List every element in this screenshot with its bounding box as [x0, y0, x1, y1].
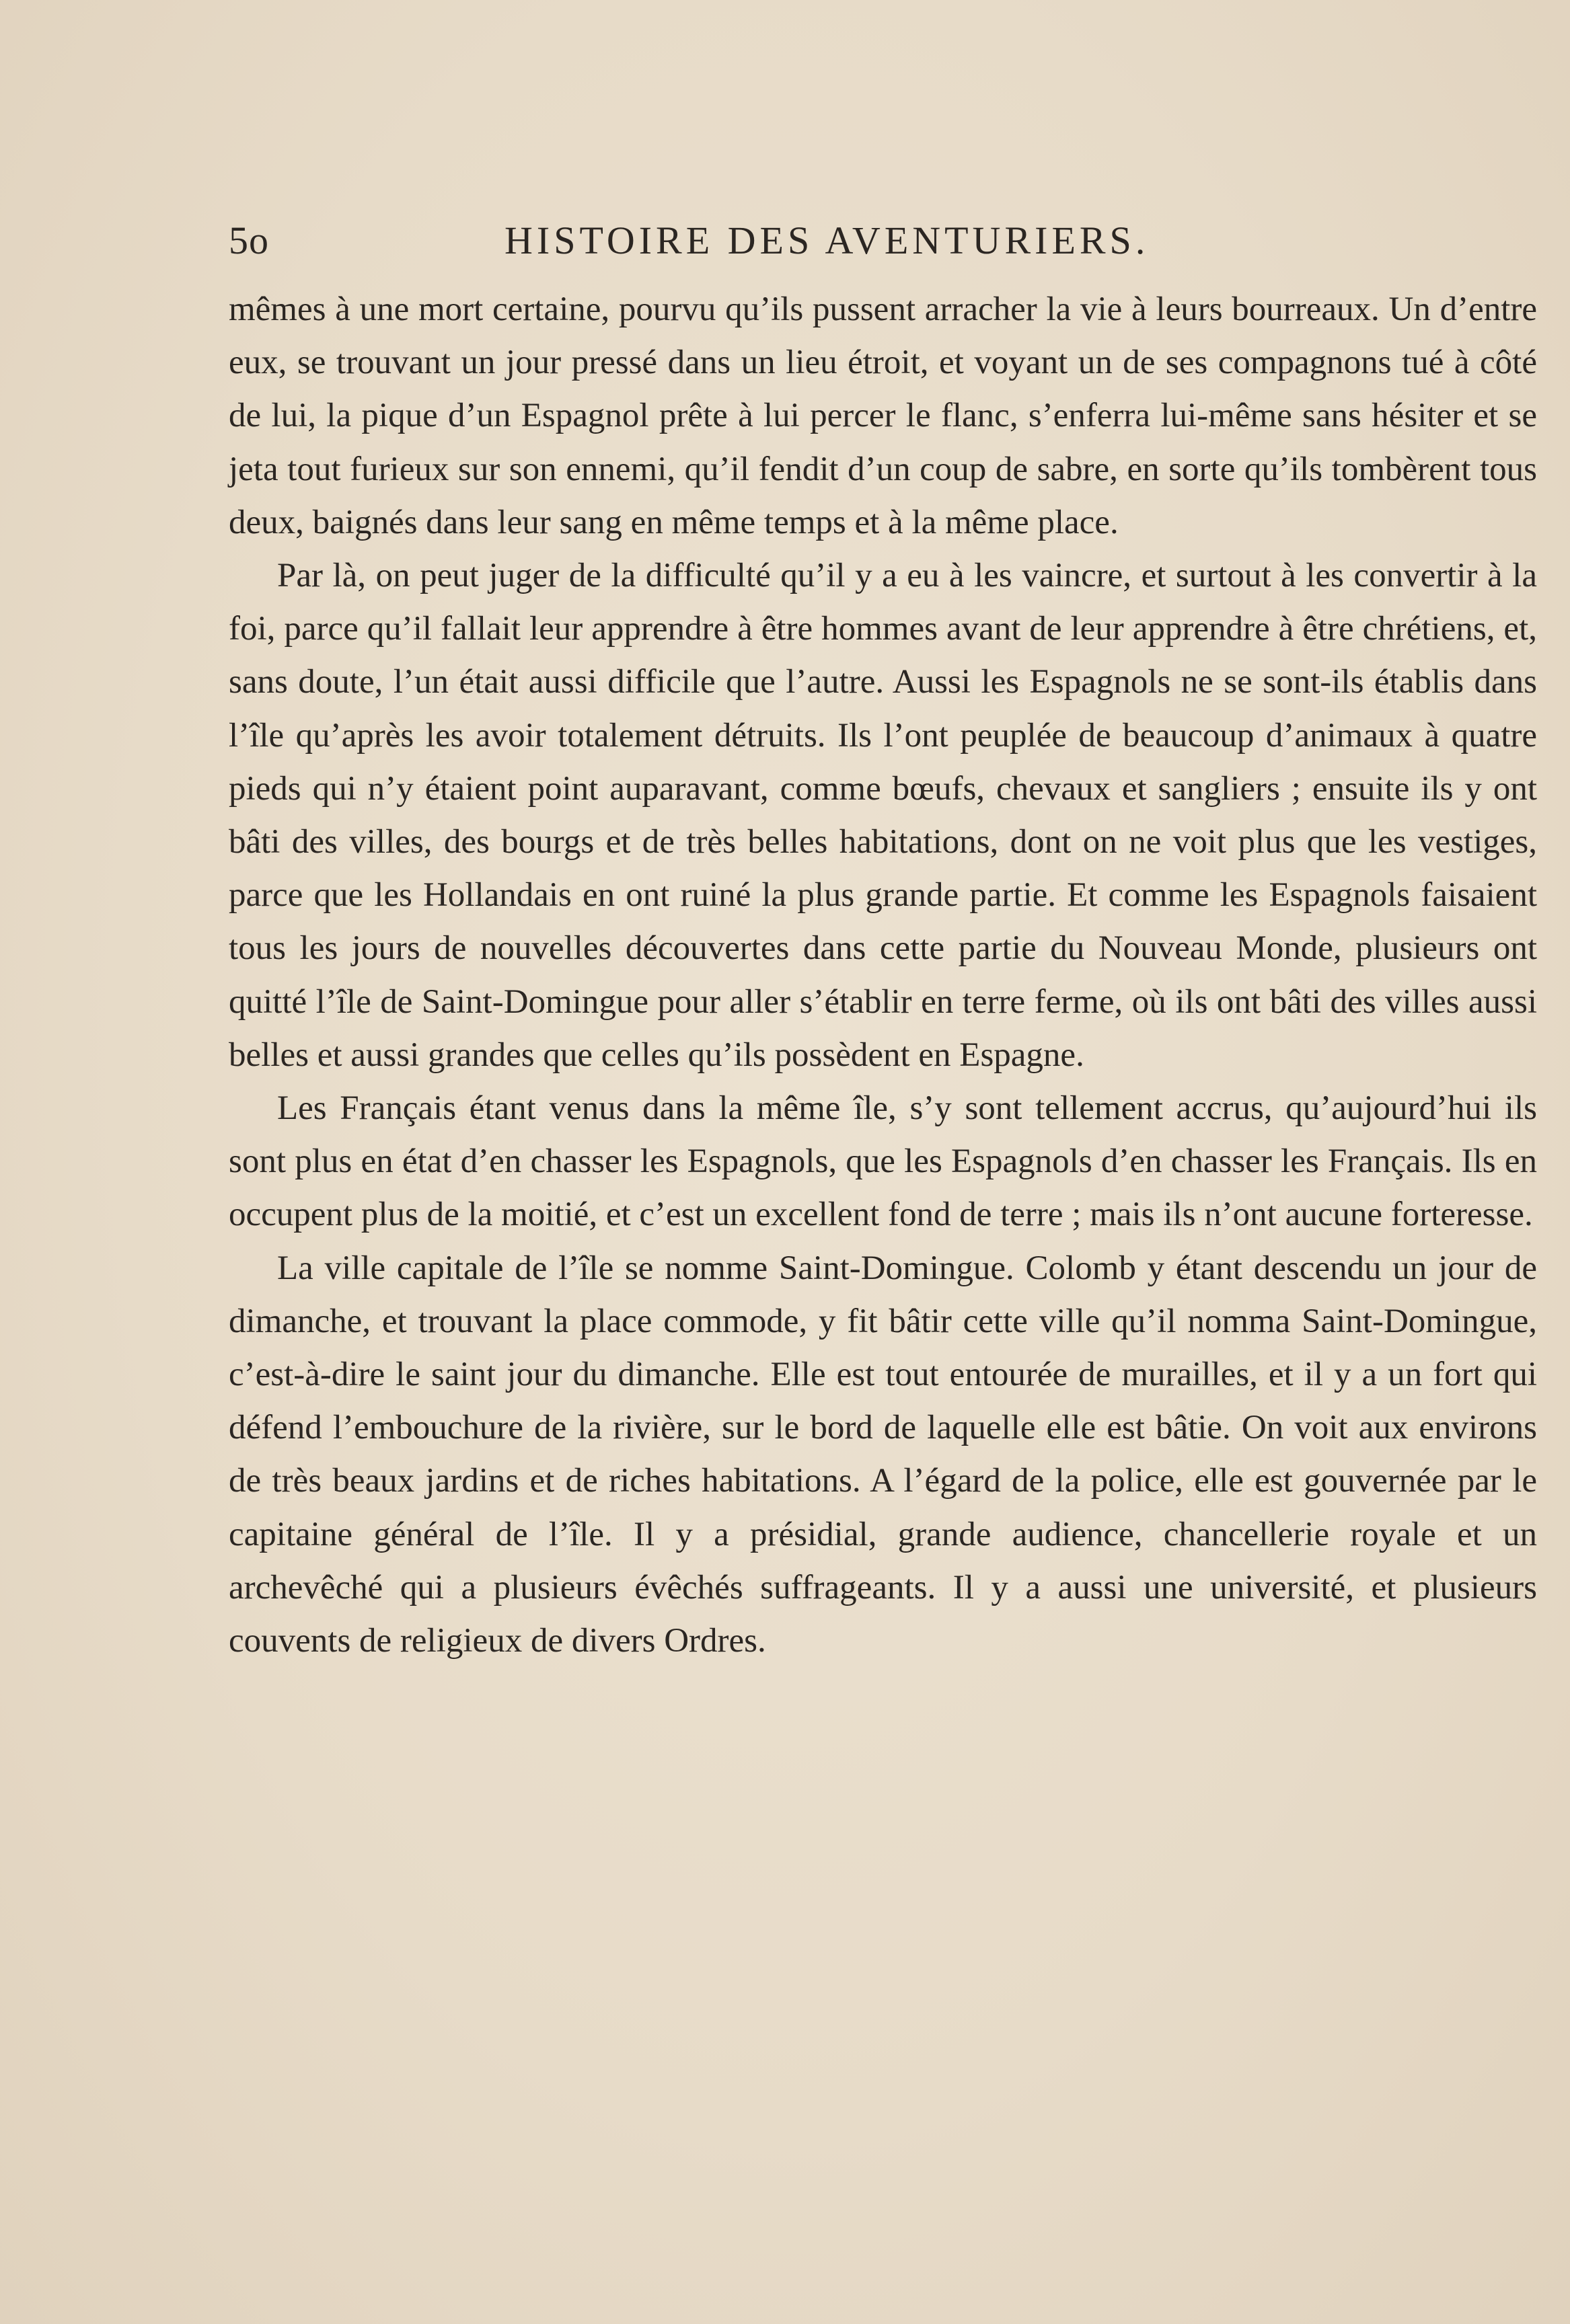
paragraph-4: La ville capitale de l’île se nomme Saint-Domingue. Colomb y étant descendu un jour de dimanche, et trouvant la place commode, y fit bâtir cette ville qu’il nomma Saint-Domingue, c’est-à-dire le saint jour du dimanche. Elle est tout entourée de murailles, et il y a un fort qui défend l’embouchure de la rivière, sur le bord de laquelle elle est bâtie. On voit aux environs de très beaux jardins et de riches habitations. A l’égard de la police, elle est gouvernée par le capitaine général de l’île. Il y a présidial, grande audience, chancellerie royale et un archevêché qui a plusieurs évêchés suffrageants. Il y a aussi une université, et plusieurs couvents de religieux de divers Ordres. [229, 1249, 1537, 1660]
body-text [229, 283, 1537, 1668]
running-title: HISTOIRE DES AVENTURIERS. [504, 219, 1150, 262]
paragraph-2: Par là, on peut juger de la difficulté qu’il y a eu à les vaincre, et surtout à les convertir à la foi, parce qu’il fallait leur apprendre à être hommes avant de leur apprendre à être chrétiens, et, sans doute, l’un était aussi difficile que l’autre. Aussi les Espagnols ne se sont-ils établis dans l’île qu’après les avoir totalement détruits. Ils l’ont peuplée de beaucoup d’animaux à quatre pieds qui n’y étaient point auparavant, comme bœufs, chevaux et sangliers ; ensuite ils y ont bâti des villes, des bourgs et de très belles habitations, dont on ne voit plus que les vestiges, parce que les Hollandais en ont ruiné la plus grande partie. Et comme les Espagnols faisaient tous les jours de nouvelles découvertes dans cette partie du Nouveau Monde, plusieurs ont quitté l’île de Saint-Domingue pour aller s’établir en terre ferme, où ils ont bâti des villes aussi belles et aussi grandes que celles qu’ils possèdent en Espagne. [229, 557, 1537, 1074]
page-number: 5o [229, 219, 269, 262]
paragraph-3: Les Français étant venus dans la même île, s’y sont tellement accrus, qu’aujourd’hui ils sont plus en état d’en chasser les Espagnols, que les Espagnols d’en chasser les Français. Ils en occupent plus de la moitié, et c’est un excellent fond de terre ; mais ils n’ont aucune forteresse. [229, 1089, 1537, 1234]
paragraph-1: mêmes à une mort certaine, pourvu qu’ils pussent arracher la vie à leurs bourreaux. Un d’entre eux, se trouvant un jour pressé dans un lieu étroit, et voyant un de ses compagnons tué à côté de lui, la pique d’un Espagnol prête à lui percer le flanc, s’enferra lui-même sans hésiter et se jeta tout furieux sur son ennemi, qu’il fendit d’un coup de sabre, en sorte qu’ils tombèrent tous deux, baignés dans leur sang en même temps et à la même place. [229, 290, 1537, 541]
page-header [229, 214, 1537, 268]
